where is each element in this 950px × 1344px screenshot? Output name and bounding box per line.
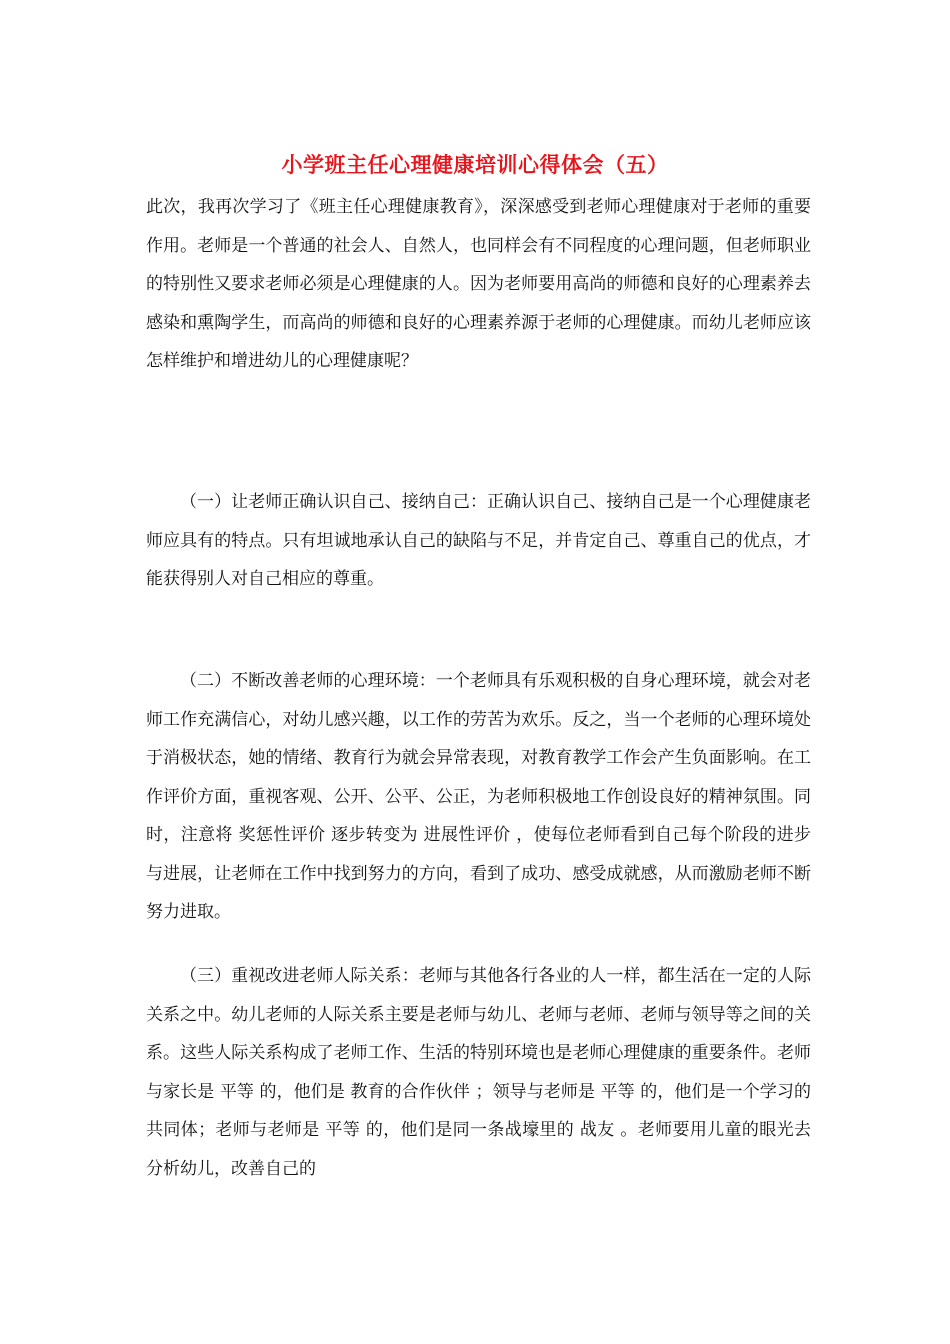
- paragraph-section-2: （二）不断改善老师的心理环境：一个老师具有乐观积极的自身心理环境，就会对老师工作充满信心，对幼儿感兴趣，以工作的劳苦为欢乐。反之，当一个老师的心理环境处于消极状态，她的情绪、教育行为就会异常表现，对教育教学工作会产生负面影响。在工作评价方面，重视客观、公开、公平、公正，为老师积极地工作创设良好的精神氛围。同时，注意将 奖惩性评价 逐步转变为 进展性评价 ，使每位老师看到自己每个阶段的进步与进展，让老师在工作中找到努力的方向，看到了成功、感受成就感，从而激励老师不断努力进取。: [146, 671, 811, 922]
- paragraph-intro: 此次，我再次学习了《班主任心理健康教育》，深深感受到老师心理健康对于老师的重要作用。老师是一个普通的社会人、自然人，也同样会有不同程度的心理问题，但老师职业的特别性又要求老师必须是心理健康的人。因为老师要用高尚的师德和良好的心理素养去感染和熏陶学生，而高尚的师德和良好的心理素养源于老师的心理健康。而幼儿老师应该怎样维护和增进幼儿的心理健康呢？: [146, 197, 811, 371]
- paragraph-section-3: （三）重视改进老师人际关系：老师与其他各行各业的人一样，都生活在一定的人际关系之中。幼儿老师的人际关系主要是老师与幼儿、老师与老师、老师与领导等之间的关系。这些人际关系构成了老师工作、生活的特别环境也是老师心理健康的重要条件。老师与家长是 平等 的，他们是 教育的合作伙伴 ；领导与老师是 平等 的，他们是一个学习的共同体；老师与老师是 平等 的，他们是同一条战壕里的 战友 。老师要用儿童的眼光去分析幼儿，改善自己的: [146, 966, 811, 1179]
- paragraph-section-1: （一）让老师正确认识自己、接纳自己：正确认识自己、接纳自己是一个心理健康老师应具有的特点。只有坦诚地承认自己的缺陷与不足，并肯定自己、尊重自己的优点，才能获得别人对自己相应的尊重。: [146, 492, 811, 589]
- document-title: 小学班主任心理健康培训心得体会（五）: [281, 152, 669, 177]
